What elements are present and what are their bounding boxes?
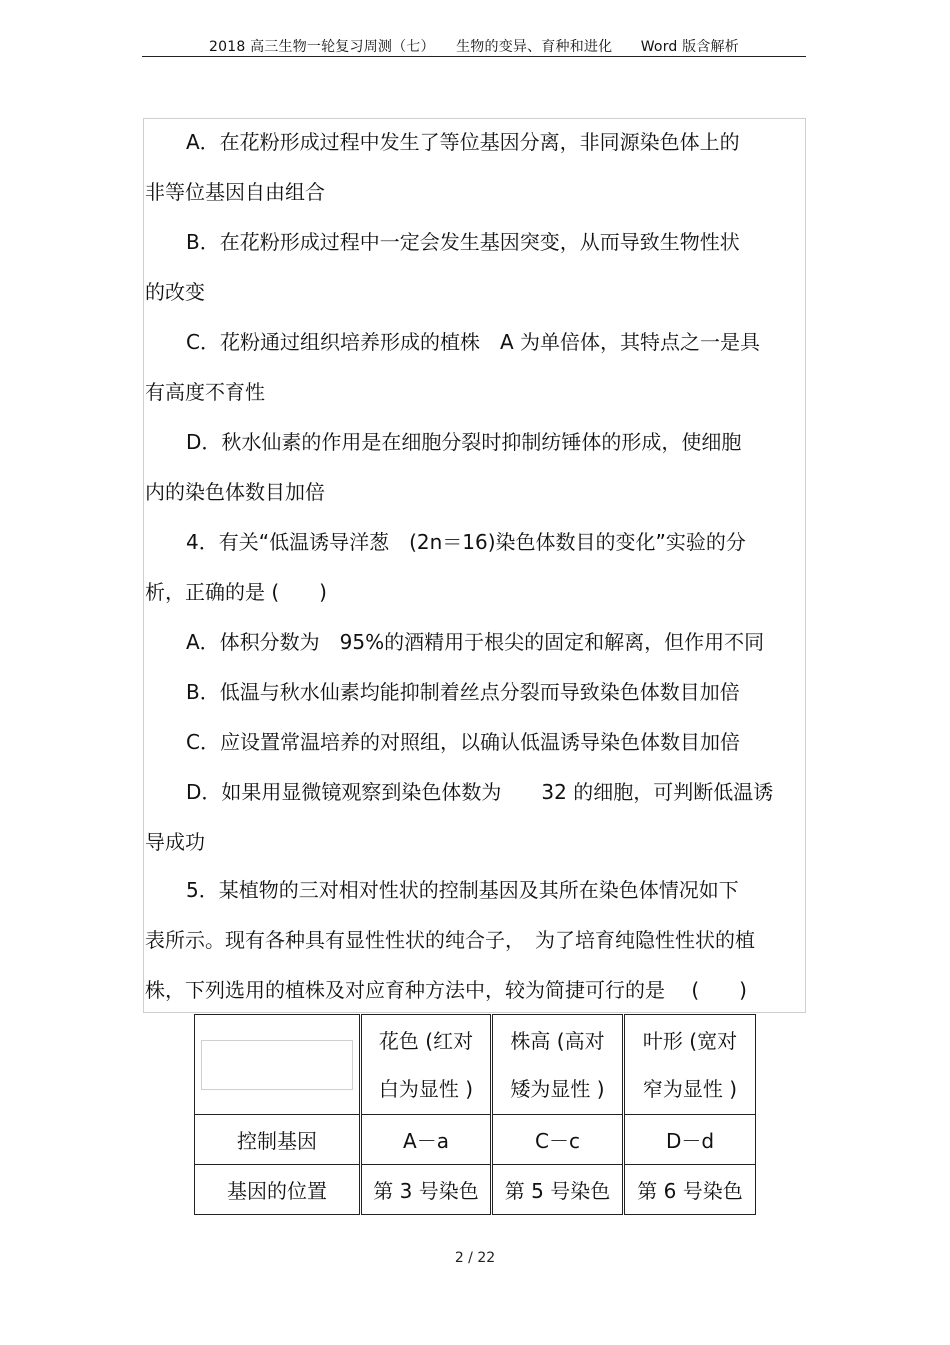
q4-option-c: C．应设置常温培养的对照组，以确认低温诱导染色体数目加倍 bbox=[186, 730, 740, 754]
header-title: 2018 高三生物一轮复习周测（七） 生物的变异、育种和进化 Word 版含解析 bbox=[209, 39, 739, 55]
question-5-line-1: 5．某植物的三对相对性状的控制基因及其所在染色体情况如下 bbox=[186, 878, 739, 902]
table-header-row bbox=[195, 1015, 756, 1115]
q4-option-b: B．低温与秋水仙素均能抑制着丝点分裂而导致染色体数目加倍 bbox=[186, 680, 740, 704]
header-leaf-shape: 叶形 (宽对 窄为显性 ) bbox=[624, 1015, 756, 1115]
table-cell: 第 6 号染色 bbox=[624, 1165, 756, 1215]
question-4-line-1: 4．有关“低温诱导洋葱 (2n＝16)染色体数目的变化”实验的分 bbox=[186, 530, 746, 554]
question-5-line-2: 表所示。现有各种具有显性性状的纯合子， 为了培育纯隐性性状的植 bbox=[145, 928, 755, 952]
question-4-line-2: 析，正确的是 ( ) bbox=[145, 580, 327, 604]
table-row bbox=[195, 1115, 756, 1165]
page-header bbox=[142, 32, 806, 57]
option-b-line-2: 的改变 bbox=[145, 280, 205, 304]
header-flower-color: 花色 (红对 白为显性 ) bbox=[361, 1015, 492, 1115]
header-plant-height: 株高 (高对 矮为显性 ) bbox=[492, 1015, 624, 1115]
option-b-line-1: B．在花粉形成过程中一定会发生基因突变，从而导致生物性状 bbox=[186, 230, 740, 254]
option-d-line-2: 内的染色体数目加倍 bbox=[145, 480, 325, 504]
blank-box bbox=[201, 1040, 353, 1090]
row-label-gene-position: 基因的位置 bbox=[195, 1165, 361, 1215]
page-number: 2 / 22 bbox=[454, 1250, 496, 1266]
table-row bbox=[195, 1165, 756, 1215]
question-5-line-3: 株，下列选用的植株及对应育种方法中，较为简捷可行的是 ( ) bbox=[145, 978, 747, 1002]
q4-option-d-line-1: D．如果用显微镜观察到染色体数为 32 的细胞，可判断低温诱 bbox=[186, 780, 774, 804]
table-cell: C－c bbox=[492, 1115, 624, 1165]
option-a-line-1: A．在花粉形成过程中发生了等位基因分离，非同源染色体上的 bbox=[186, 130, 740, 154]
option-a-line-2: 非等位基因自由组合 bbox=[145, 180, 325, 204]
table-cell: 第 3 号染色 bbox=[361, 1165, 492, 1215]
table-corner-cell bbox=[195, 1015, 361, 1115]
q4-option-a: A．体积分数为 95%的酒精用于根尖的固定和解离，但作用不同 bbox=[186, 630, 765, 654]
option-d-line-1: D．秋水仙素的作用是在细胞分裂时抑制纺锤体的形成，使细胞 bbox=[186, 430, 742, 454]
option-c-line-2: 有高度不育性 bbox=[145, 380, 265, 404]
row-label-control-gene: 控制基因 bbox=[195, 1115, 361, 1165]
table-cell: 第 5 号染色 bbox=[492, 1165, 624, 1215]
gene-table bbox=[194, 1014, 756, 1215]
q4-option-d-line-2: 导成功 bbox=[145, 830, 205, 854]
option-c-line-1: C．花粉通过组织培养形成的植株 A 为单倍体，其特点之一是具 bbox=[186, 330, 761, 354]
table-cell: A－a bbox=[361, 1115, 492, 1165]
table-cell: D－d bbox=[624, 1115, 756, 1165]
